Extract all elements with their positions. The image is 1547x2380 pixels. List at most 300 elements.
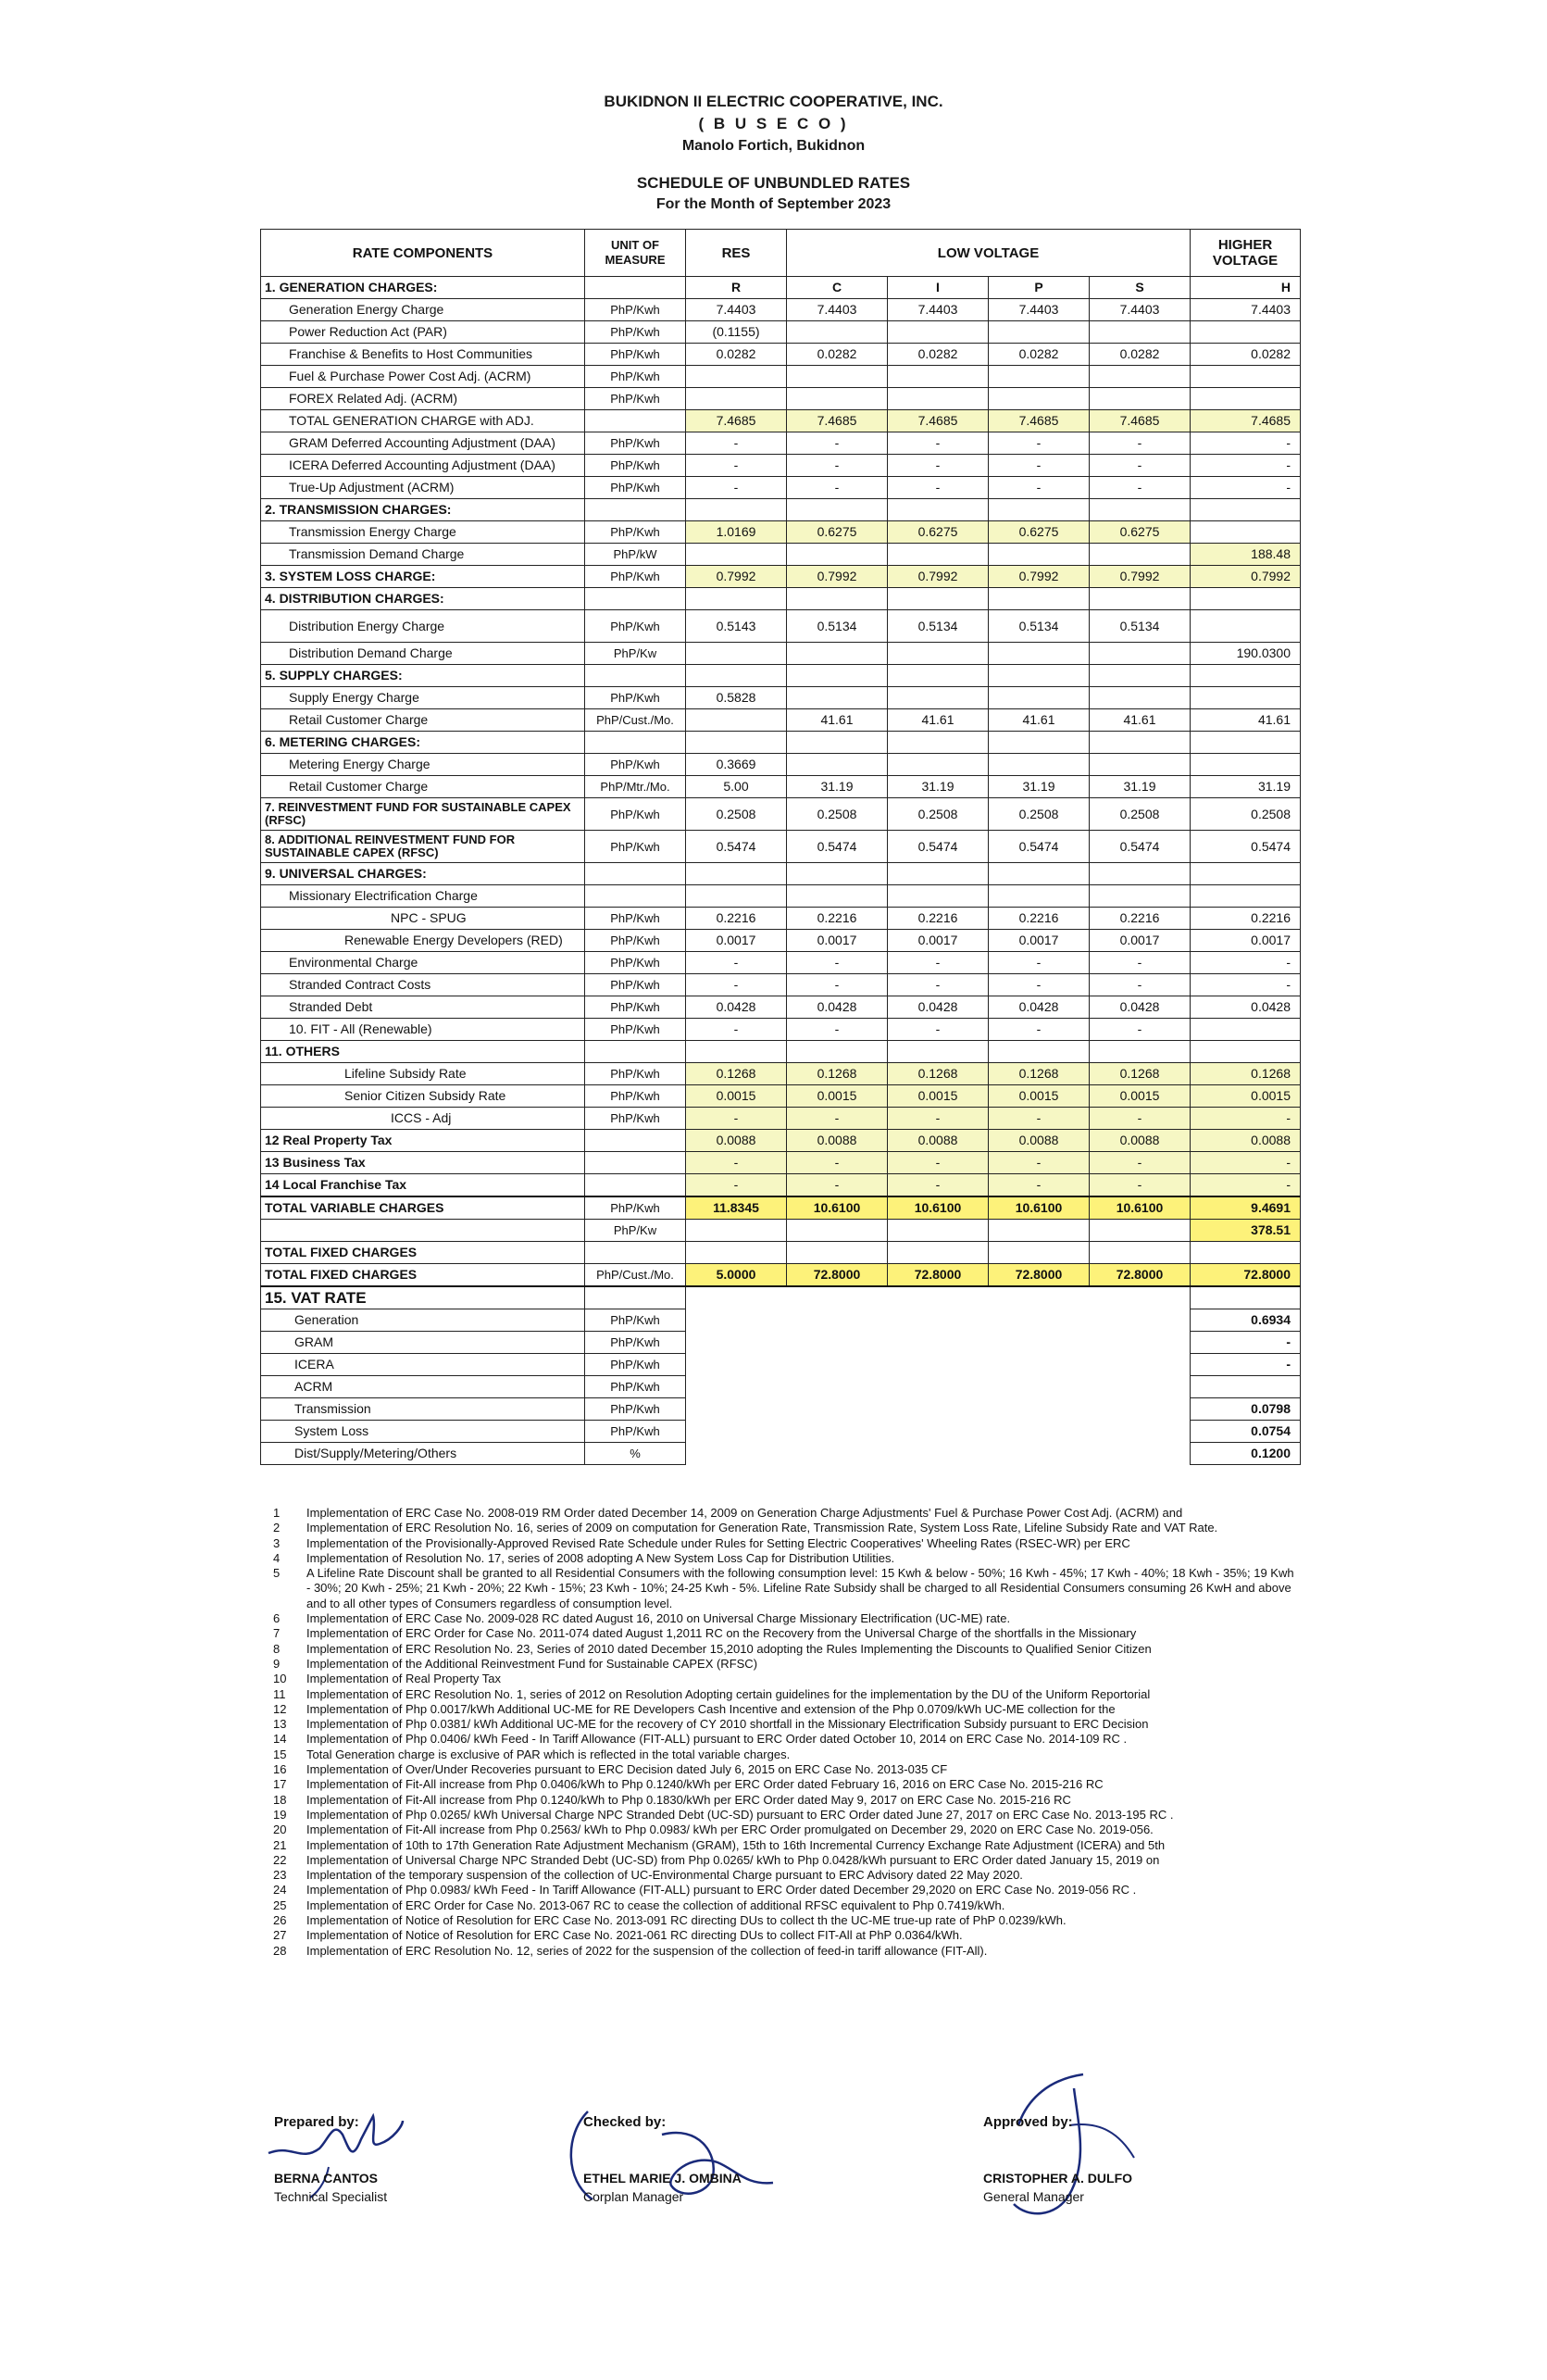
rate-value: 0.2216 xyxy=(787,908,888,930)
rate-value: - xyxy=(1090,1174,1191,1197)
table-row xyxy=(261,499,1301,521)
rate-value xyxy=(1090,754,1191,776)
rate-value xyxy=(686,499,787,521)
unit-of-measure: PhP/Cust./Mo. xyxy=(585,709,686,732)
rate-component-label: Transmission Energy Charge xyxy=(261,521,585,544)
vat-blank xyxy=(686,1398,1191,1421)
rate-component-label: Retail Customer Charge xyxy=(261,776,585,798)
rate-value: 41.61 xyxy=(989,709,1090,732)
footnote-number: 17 xyxy=(273,1777,287,1792)
rate-value: 7.4685 xyxy=(686,410,787,432)
rate-value xyxy=(1191,321,1301,344)
footnote-number: 6 xyxy=(273,1611,281,1626)
vat-value xyxy=(1191,1376,1301,1398)
table-row xyxy=(261,1152,1301,1174)
rate-component-label: FOREX Related Adj. (ACRM) xyxy=(261,388,585,410)
rate-value: - xyxy=(888,432,989,455)
rate-value xyxy=(787,643,888,665)
rate-value: - xyxy=(1090,1152,1191,1174)
table-row xyxy=(261,566,1301,588)
header-res: RES xyxy=(686,230,787,277)
rate-value: 0.1268 xyxy=(686,1063,787,1085)
unit-of-measure: PhP/Kwh xyxy=(585,996,686,1019)
rate-value xyxy=(888,643,989,665)
rate-value: - xyxy=(989,455,1090,477)
vat-label: Dist/Supply/Metering/Others xyxy=(261,1443,585,1465)
table-row xyxy=(261,455,1301,477)
footnote-text: Total Generation charge is exclusive of PAR which is reflected in the total variable charges. xyxy=(306,1747,791,1761)
table-row xyxy=(261,732,1301,754)
checked-by-title: Corplan Manager xyxy=(583,2189,684,2204)
rate-value: 0.6275 xyxy=(787,521,888,544)
rate-value xyxy=(787,665,888,687)
table-row xyxy=(261,1242,1301,1264)
rate-value: 0.7992 xyxy=(989,566,1090,588)
rate-value: 0.0017 xyxy=(686,930,787,952)
rate-component-label: 10. FIT - All (Renewable) xyxy=(261,1019,585,1041)
rate-component-label: Transmission Demand Charge xyxy=(261,544,585,566)
rate-value: 10.6100 xyxy=(1090,1196,1191,1220)
rate-component-label: GRAM Deferred Accounting Adjustment (DAA) xyxy=(261,432,585,455)
rate-value: - xyxy=(888,974,989,996)
vat-spacer xyxy=(686,1286,1191,1309)
rate-value: 7.4403 xyxy=(787,299,888,321)
rate-value: 7.4403 xyxy=(989,299,1090,321)
rate-value xyxy=(686,665,787,687)
rate-value: 0.5143 xyxy=(686,610,787,643)
rate-value xyxy=(787,1220,888,1242)
rate-value: 0.2216 xyxy=(989,908,1090,930)
rate-value: 0.5474 xyxy=(1191,831,1301,863)
rate-value: 7.4403 xyxy=(888,299,989,321)
footnote-number: 14 xyxy=(273,1732,287,1747)
unit-of-measure: PhP/Kwh xyxy=(585,1108,686,1130)
rate-value: 1.0169 xyxy=(686,521,787,544)
rate-value: - xyxy=(686,1108,787,1130)
rate-value: 72.8000 xyxy=(787,1264,888,1287)
footnote xyxy=(260,1823,1300,1837)
rate-value xyxy=(686,388,787,410)
rate-value: 188.48 xyxy=(1191,544,1301,566)
vat-unit: PhP/Kwh xyxy=(585,1376,686,1398)
table-row xyxy=(261,1174,1301,1197)
rate-value: 0.2508 xyxy=(1191,798,1301,831)
rate-component-label: 9. UNIVERSAL CHARGES: xyxy=(261,863,585,885)
rate-value: - xyxy=(989,1174,1090,1197)
rate-value: 7.4685 xyxy=(1090,410,1191,432)
footnote-number: 8 xyxy=(273,1641,281,1656)
rate-value: 0.0017 xyxy=(989,930,1090,952)
footnote xyxy=(260,1611,1300,1626)
vat-label: GRAM xyxy=(261,1332,585,1354)
vat-label: ICERA xyxy=(261,1354,585,1376)
unit-of-measure xyxy=(585,665,686,687)
rate-component-label: Stranded Contract Costs xyxy=(261,974,585,996)
rate-value: 0.0017 xyxy=(787,930,888,952)
rate-value: 0.0428 xyxy=(787,996,888,1019)
vat-value: - xyxy=(1191,1332,1301,1354)
rate-value: - xyxy=(787,1019,888,1041)
vat-row xyxy=(261,1332,1301,1354)
rate-value: 7.4685 xyxy=(787,410,888,432)
rate-value xyxy=(1191,499,1301,521)
rate-value: 0.5474 xyxy=(686,831,787,863)
rate-value xyxy=(686,885,787,908)
unit-of-measure xyxy=(585,499,686,521)
rate-value xyxy=(787,1242,888,1264)
rate-component-label: ICERA Deferred Accounting Adjustment (DAA) xyxy=(261,455,585,477)
rate-value: - xyxy=(787,974,888,996)
rate-value xyxy=(888,321,989,344)
unit-of-measure: PhP/Kwh xyxy=(585,610,686,643)
footnote-text: A Lifeline Rate Discount shall be granted to all Residential Consumers with the following consumption level: 15 Kwh & below - 50%; 16 Kwh - 45%; 17 Kwh - 40%; 18 Kwh - 35%; 19 Kwh - 30%; 20 Kwh - 25%; 21 Kwh - 20%; 22 Kwh - 15%; 23 Kwh - 10%; 24-25 Kwh - 5%. Lifeline Rate Subsidy shall be charged to all Residential Consumers consuming 26 KwH and above and to all other types of Consumers regardless of consumption level. xyxy=(306,1566,1294,1610)
rate-value xyxy=(1090,732,1191,754)
rate-value: - xyxy=(787,952,888,974)
footnote-number: 21 xyxy=(273,1837,287,1852)
table-row xyxy=(261,885,1301,908)
footnote xyxy=(260,1944,1300,1959)
rate-value: (0.1155) xyxy=(686,321,787,344)
rate-value xyxy=(1191,732,1301,754)
rate-value: - xyxy=(1090,1108,1191,1130)
rate-value: - xyxy=(989,1019,1090,1041)
rate-component-label: Retail Customer Charge xyxy=(261,709,585,732)
rate-value: - xyxy=(787,1152,888,1174)
footnote-text: Implementation of Php 0.0381/ kWh Additional UC-ME for the recovery of CY 2010 shortfall in the Missionary Electrification Subsidy pursuant to ERC Decision xyxy=(306,1717,1149,1732)
rate-value: 0.0282 xyxy=(686,344,787,366)
rate-component-label: True-Up Adjustment (ACRM) xyxy=(261,477,585,499)
rate-value: - xyxy=(1090,974,1191,996)
footnote-number: 25 xyxy=(273,1898,287,1912)
rate-value: 0.0282 xyxy=(989,344,1090,366)
rate-value xyxy=(888,732,989,754)
rate-value: - xyxy=(888,1152,989,1174)
rate-value: - xyxy=(989,432,1090,455)
rate-value xyxy=(989,643,1090,665)
rate-value: 7.4685 xyxy=(989,410,1090,432)
rate-value: 0.0088 xyxy=(1191,1130,1301,1152)
table-row xyxy=(261,410,1301,432)
footnote-number: 16 xyxy=(273,1762,287,1777)
rate-value: - xyxy=(989,952,1090,974)
table-row xyxy=(261,588,1301,610)
footnote-text: Implementation of Php 0.0017/kWh Additional UC-ME for RE Developers Cash Incentive and extension of the Php 0.0709/kWh UC-ME collection for the xyxy=(306,1701,1116,1716)
rate-value: - xyxy=(989,477,1090,499)
footnote xyxy=(260,1883,1300,1898)
unit-of-measure: PhP/Kwh xyxy=(585,344,686,366)
table-row xyxy=(261,1041,1301,1063)
rate-value xyxy=(888,863,989,885)
table-row xyxy=(261,1130,1301,1152)
table-row xyxy=(261,1085,1301,1108)
footnote-text: Implementation of the Additional Reinvestment Fund for Sustainable CAPEX (RFSC) xyxy=(306,1656,758,1671)
company-address: Manolo Fortich, Bukidnon xyxy=(681,138,866,154)
table-row xyxy=(261,299,1301,321)
prepared-by-name: BERNA CANTOS xyxy=(274,2171,379,2186)
footnote-text: Implementation of ERC Resolution No. 1, series of 2012 on Resolution Adopting certain guidelines for the implementation by the DU of the Uniform Reportorial xyxy=(306,1686,1151,1701)
unit-of-measure: PhP/Kwh xyxy=(585,366,686,388)
unit-of-measure: PhP/Kwh xyxy=(585,455,686,477)
rate-value: 0.0428 xyxy=(1191,996,1301,1019)
footnote-number: 20 xyxy=(273,1823,287,1837)
footnote xyxy=(260,1536,1300,1551)
footnote-text: Implementation of Universal Charge NPC Stranded Debt (UC-SD) from Php 0.0265/ kWh to Php 0.0428/kWh pursuant to ERC Order dated January 15, 2019 on xyxy=(306,1852,1160,1867)
rate-value: 0.0015 xyxy=(1191,1085,1301,1108)
rate-value: 0.2508 xyxy=(787,798,888,831)
rate-value: - xyxy=(686,1152,787,1174)
rate-value: 5.00 xyxy=(686,776,787,798)
footnote-text: Implementation of ERC Case No. 2009-028 RC dated August 16, 2010 on Universal Charge Missionary Electrification (UC-ME) rate. xyxy=(306,1611,1011,1626)
table-row xyxy=(261,831,1301,863)
rate-value: - xyxy=(686,1019,787,1041)
rate-value: - xyxy=(686,432,787,455)
rate-component-label: Stranded Debt xyxy=(261,996,585,1019)
rate-component-label: 11. OTHERS xyxy=(261,1041,585,1063)
rate-value xyxy=(989,321,1090,344)
rate-value: 0.2508 xyxy=(989,798,1090,831)
table-row xyxy=(261,996,1301,1019)
footnote-text: Implementation of ERC Resolution No. 12, series of 2022 for the suspension of the collection of feed-in tariff allowance (FIT-All). xyxy=(306,1943,988,1958)
rate-value: 0.1268 xyxy=(989,1063,1090,1085)
table-row xyxy=(261,277,1301,299)
rate-value: P xyxy=(989,277,1090,299)
rate-component-label: Lifeline Subsidy Rate xyxy=(261,1063,585,1085)
rate-component-label: TOTAL VARIABLE CHARGES xyxy=(261,1196,585,1220)
rate-value: - xyxy=(989,974,1090,996)
footnote-text: Implementation of Resolution No. 17, series of 2008 adopting A New System Loss Cap for Distribution Utilities. xyxy=(306,1550,895,1565)
vat-title-row xyxy=(261,1286,1301,1309)
footnote xyxy=(260,1913,1300,1928)
footnote-number: 7 xyxy=(273,1626,281,1641)
footnote xyxy=(260,1672,1300,1686)
approved-by-title: General Manager xyxy=(983,2189,1084,2204)
rate-value: 0.5134 xyxy=(1090,610,1191,643)
rate-value: 0.5474 xyxy=(1090,831,1191,863)
rate-component-label: Distribution Energy Charge xyxy=(261,610,585,643)
rate-value xyxy=(787,754,888,776)
header-rate-components: RATE COMPONENTS xyxy=(261,230,585,277)
vat-unit: % xyxy=(585,1443,686,1465)
rate-value: - xyxy=(1191,477,1301,499)
rate-component-label: 14 Local Franchise Tax xyxy=(261,1174,585,1197)
footnote-number: 3 xyxy=(273,1535,281,1550)
rate-value xyxy=(686,863,787,885)
rate-value: 0.1268 xyxy=(888,1063,989,1085)
rate-value: 0.0282 xyxy=(1090,344,1191,366)
footnote-text: Implementation of Fit-All increase from Php 0.2563/ kWh to Php 0.0983/ kWh per ERC Order promulgated on December 29, 2020 on ERC Case No. 2019-056. xyxy=(306,1823,1154,1837)
rate-value: - xyxy=(1090,1019,1191,1041)
unit-of-measure: PhP/Kwh xyxy=(585,1196,686,1220)
table-row xyxy=(261,908,1301,930)
rate-value xyxy=(686,1220,787,1242)
unbundled-rates-table xyxy=(260,229,1301,1465)
rate-value xyxy=(1090,388,1191,410)
rate-component-label: Renewable Energy Developers (RED) xyxy=(261,930,585,952)
rate-value: 0.0015 xyxy=(989,1085,1090,1108)
table-row xyxy=(261,952,1301,974)
rate-value: - xyxy=(888,1108,989,1130)
checked-by-label: Checked by: xyxy=(583,2114,667,2130)
rate-value: - xyxy=(989,1152,1090,1174)
rate-value xyxy=(989,366,1090,388)
table-row xyxy=(261,477,1301,499)
vat-label: Transmission xyxy=(261,1398,585,1421)
vat-blank xyxy=(686,1309,1191,1332)
unit-of-measure: PhP/Kwh xyxy=(585,521,686,544)
footnote-text: Implementation of ERC Order for Case No. 2013-067 RC to cease the collection of additional RFSC equivalent to Php 0.7419/kWh. xyxy=(306,1898,1005,1912)
rate-value: 378.51 xyxy=(1191,1220,1301,1242)
rate-value: 0.2216 xyxy=(1090,908,1191,930)
vat-label: ACRM xyxy=(261,1376,585,1398)
footnote xyxy=(260,1717,1300,1732)
footnote-text: Implementation of Real Property Tax xyxy=(306,1672,502,1686)
rate-value xyxy=(1191,665,1301,687)
document-period: For the Month of September 2023 xyxy=(655,196,892,212)
footnote-text: Implementation of ERC Resolution No. 16, series of 2009 on computation for Generation Rate, Transmission Rate, System Loss Rate, Lifeline Subsidy Rate and VAT Rate. xyxy=(306,1521,1218,1535)
rate-value: 41.61 xyxy=(1191,709,1301,732)
rate-value: 0.0088 xyxy=(1090,1130,1191,1152)
unit-of-measure: PhP/Kwh xyxy=(585,974,686,996)
document-title: SCHEDULE OF UNBUNDLED RATES xyxy=(636,174,911,192)
rate-value: 0.0088 xyxy=(888,1130,989,1152)
vat-row xyxy=(261,1309,1301,1332)
unit-of-measure xyxy=(585,1174,686,1197)
rate-value xyxy=(989,499,1090,521)
rate-value xyxy=(989,1220,1090,1242)
unit-of-measure: PhP/Kwh xyxy=(585,798,686,831)
rate-value xyxy=(888,1242,989,1264)
rate-value xyxy=(1191,1242,1301,1264)
rate-value xyxy=(1090,588,1191,610)
rate-component-label: Distribution Demand Charge xyxy=(261,643,585,665)
table-row xyxy=(261,344,1301,366)
rate-value xyxy=(787,732,888,754)
footnote xyxy=(260,1747,1300,1762)
table-header-row xyxy=(261,230,1301,277)
rate-value: - xyxy=(787,432,888,455)
rate-component-label: Generation Energy Charge xyxy=(261,299,585,321)
rate-value xyxy=(989,1041,1090,1063)
unit-of-measure: PhP/Kwh xyxy=(585,566,686,588)
rate-component-label: 6. METERING CHARGES: xyxy=(261,732,585,754)
rate-component-label: 13 Business Tax xyxy=(261,1152,585,1174)
rate-value: 0.3669 xyxy=(686,754,787,776)
rate-value: - xyxy=(686,455,787,477)
rate-value: - xyxy=(1191,432,1301,455)
rate-value xyxy=(1191,1019,1301,1041)
unit-of-measure: PhP/Kwh xyxy=(585,299,686,321)
rate-value xyxy=(686,1242,787,1264)
rate-value xyxy=(787,388,888,410)
unit-of-measure xyxy=(585,588,686,610)
rate-value: 0.6275 xyxy=(1090,521,1191,544)
rate-value: 0.2216 xyxy=(1191,908,1301,930)
rate-value: 10.6100 xyxy=(787,1196,888,1220)
rate-value: 31.19 xyxy=(787,776,888,798)
table-row xyxy=(261,1019,1301,1041)
footnote xyxy=(260,1626,1300,1641)
rate-value: 0.1268 xyxy=(787,1063,888,1085)
rate-value xyxy=(1090,321,1191,344)
rate-value: 0.0088 xyxy=(787,1130,888,1152)
table-row xyxy=(261,643,1301,665)
vat-unit: PhP/Kwh xyxy=(585,1354,686,1376)
table-row xyxy=(261,974,1301,996)
unit-of-measure: PhP/Kwh xyxy=(585,321,686,344)
vat-label: Generation xyxy=(261,1309,585,1332)
rate-value xyxy=(1191,521,1301,544)
vat-unit: PhP/Kwh xyxy=(585,1398,686,1421)
approved-by-name: CRISTOPHER A. DULFO xyxy=(983,2171,1133,2186)
rate-value: 0.0017 xyxy=(1090,930,1191,952)
table-row xyxy=(261,388,1301,410)
rate-value: 0.0088 xyxy=(686,1130,787,1152)
footnote-text: Implementation of Notice of Resolution for ERC Case No. 2013-091 RC directing DUs to collect th the UC-ME true-up rate of PhP 0.0239/kWh. xyxy=(306,1913,1067,1928)
rate-value: 0.7992 xyxy=(686,566,787,588)
rate-value: - xyxy=(888,1019,989,1041)
header-unit: UNIT OF MEASURE xyxy=(585,230,686,277)
rate-value xyxy=(888,754,989,776)
rate-value xyxy=(888,366,989,388)
rate-value xyxy=(1090,885,1191,908)
vat-value: 0.1200 xyxy=(1191,1443,1301,1465)
rate-value: - xyxy=(686,477,787,499)
rate-component-label: 7. REINVESTMENT FUND FOR SUSTAINABLE CAPEX (RFSC) xyxy=(261,798,585,831)
vat-blank xyxy=(686,1332,1191,1354)
rate-value: 31.19 xyxy=(888,776,989,798)
footnote-number: 10 xyxy=(273,1672,287,1686)
rate-value: 31.19 xyxy=(1090,776,1191,798)
vat-unit: PhP/Kwh xyxy=(585,1421,686,1443)
rate-value: C xyxy=(787,277,888,299)
footnote-number: 28 xyxy=(273,1943,287,1958)
footnote-text: Implementation of Php 0.0265/ kWh Universal Charge NPC Stranded Debt (UC-SD) pursuant to ERC Order dated June 27, 2017 on ERC Case No. 2013-195 RC . xyxy=(306,1807,1174,1822)
vat-unit: PhP/Kwh xyxy=(585,1309,686,1332)
rate-value xyxy=(989,687,1090,709)
unit-of-measure: PhP/Cust./Mo. xyxy=(585,1264,686,1287)
table-row xyxy=(261,521,1301,544)
rate-value xyxy=(787,588,888,610)
rate-value: 7.4685 xyxy=(1191,410,1301,432)
unit-of-measure xyxy=(585,863,686,885)
vat-value: 0.0754 xyxy=(1191,1421,1301,1443)
prepared-by-block xyxy=(274,2114,387,2204)
footnote-number: 23 xyxy=(273,1868,287,1883)
rate-value: 7.4403 xyxy=(686,299,787,321)
footnote-number: 15 xyxy=(273,1747,287,1761)
rate-value: - xyxy=(1191,1174,1301,1197)
checked-by-name: ETHEL MARIE J. OMBINA xyxy=(583,2171,742,2186)
rate-value: - xyxy=(1090,952,1191,974)
footnote-text: Implentation of the temporary suspension of the collection of UC-Environmental Charge pursuant to ERC Advisory dated 22 May 2020. xyxy=(306,1868,1023,1883)
footnote xyxy=(260,1687,1300,1702)
rate-value xyxy=(787,885,888,908)
rate-value: - xyxy=(888,1174,989,1197)
unit-of-measure: PhP/Kwh xyxy=(585,388,686,410)
rate-value: 0.2508 xyxy=(1090,798,1191,831)
footnote xyxy=(260,1853,1300,1868)
footnote xyxy=(260,1928,1300,1943)
rate-value: 0.6275 xyxy=(888,521,989,544)
rate-component-label: TOTAL FIXED CHARGES xyxy=(261,1242,585,1264)
vat-blank xyxy=(686,1421,1191,1443)
rate-value: 41.61 xyxy=(1090,709,1191,732)
footnote-number: 22 xyxy=(273,1852,287,1867)
footnote-text: Implementation of ERC Case No. 2008-019 RM Order dated December 14, 2009 on Generation Charge Adjustments' Fuel & Purchase Power Cost Adj. (ACRM) and xyxy=(306,1506,1183,1520)
rate-value xyxy=(1191,885,1301,908)
rate-value: - xyxy=(686,952,787,974)
rate-value: 0.0428 xyxy=(686,996,787,1019)
